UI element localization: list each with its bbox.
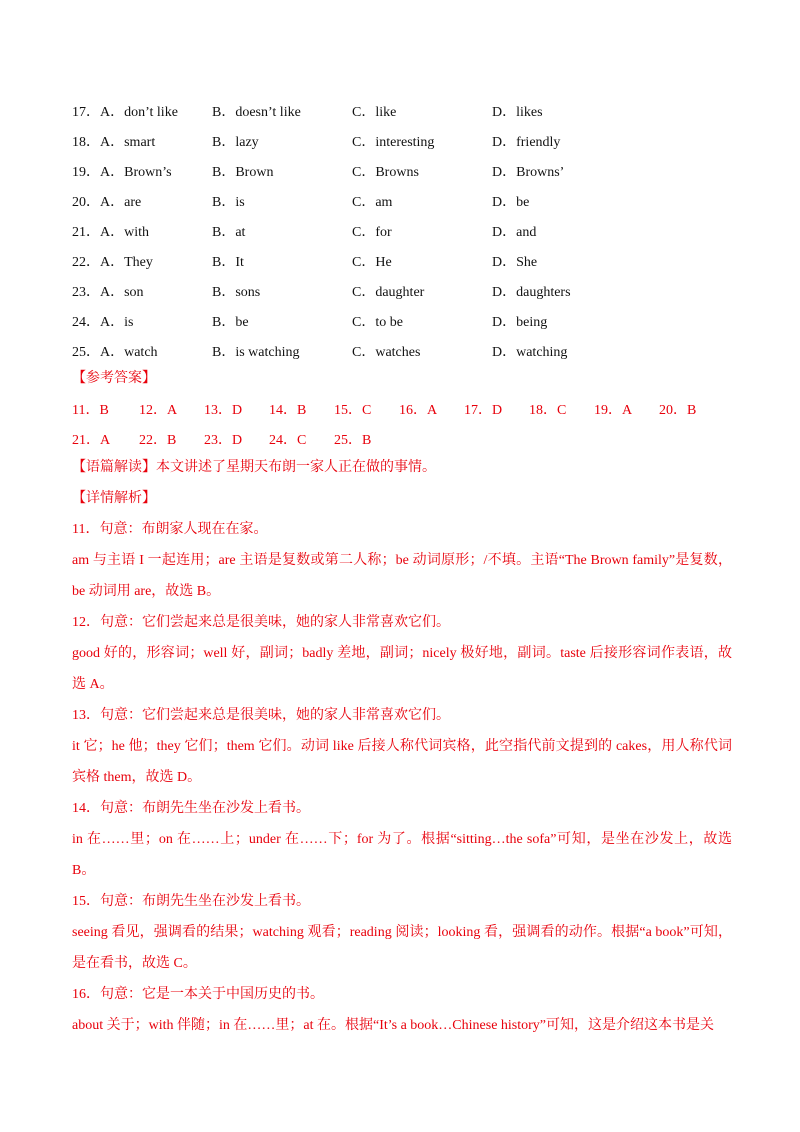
question-translation: 11．句意：布朗家人现在在家。 — [72, 522, 268, 537]
explanation: in 在……里；on 在……上；under 在……下；for 为了。根据“sitting…the sofa”可知，是坐在沙发上，故选 B。 — [72, 832, 732, 878]
option-row: 21．A．with B．at C．for D．and — [72, 225, 537, 240]
explanation: it 它；he 他；they 它们；them 它们。动词 like 后接人称代词宾格，此空指代前文提到的 cakes，用人称代词宾格 them，故选 D。 — [72, 739, 732, 785]
explanation: about 关于；with 伴随；in 在……里；at 在。根据“It’s a book…Chinese history”可知，这是介绍这本书是关 — [72, 1018, 715, 1033]
explanation: good 好的，形容词；well 好，副词；badly 差地，副词；nicely 极好地，副词。taste 后接形容词作表语，故选 A。 — [72, 646, 732, 692]
answer-row: 21．A 22．B 23．D 24．C 25．B — [72, 433, 372, 448]
detail-heading: 【详情解析】 — [72, 491, 156, 506]
question-translation: 12．句意：它们尝起来总是很美味，她的家人非常喜欢它们。 — [72, 615, 450, 630]
summary: 【语篇解读】本文讲述了星期天布朗一家人正在做的事情。 — [72, 460, 436, 475]
answer-heading: 【参考答案】 — [72, 371, 156, 386]
option-row: 23．A．son B．sons C．daughter D．daughters — [72, 285, 571, 300]
options-table — [72, 96, 732, 366]
explanation-body — [72, 452, 732, 1041]
answer-row: 11．B 12．A 13．D 14．B 15．C 16．A 17．D 18．C 19．A 20．B — [72, 403, 697, 418]
option-row: 18．A．smart B．lazy C．interesting D．friendly — [72, 135, 561, 150]
question-translation: 14．句意：布朗先生坐在沙发上看书。 — [72, 801, 310, 816]
option-row: 19．A．Brown’s B．Brown C．Browns D．Browns’ — [72, 165, 565, 180]
explanation: seeing 看见，强调看的结果；watching 观看；reading 阅读；looking 看，强调看的动作。根据“a book”可知，是在看书，故选 C。 — [72, 925, 732, 971]
option-row: 20．A．are B．is C．am D．be — [72, 195, 530, 210]
question-translation: 16．句意：它是一本关于中国历史的书。 — [72, 987, 324, 1002]
explanation: am 与主语 I 一起连用；are 主语是复数或第二人称；be 动词原形；/不填。主语“The Brown family”是复数，be 动词用 are，故选 B。 — [72, 553, 732, 599]
question-translation: 13．句意：它们尝起来总是很美味，她的家人非常喜欢它们。 — [72, 708, 450, 723]
question-translation: 15．句意：布朗先生坐在沙发上看书。 — [72, 894, 310, 909]
option-row: 24．A．is B．be C．to be D．being — [72, 315, 548, 330]
option-row: 25．A．watch B．is watching C．watches D．watching — [72, 345, 568, 360]
option-row: 17．A．don’t like B．doesn’t like C．like D．likes — [72, 105, 543, 120]
answer-key — [72, 364, 732, 454]
option-row: 22．A．They B．It C．He D．She — [72, 255, 538, 270]
